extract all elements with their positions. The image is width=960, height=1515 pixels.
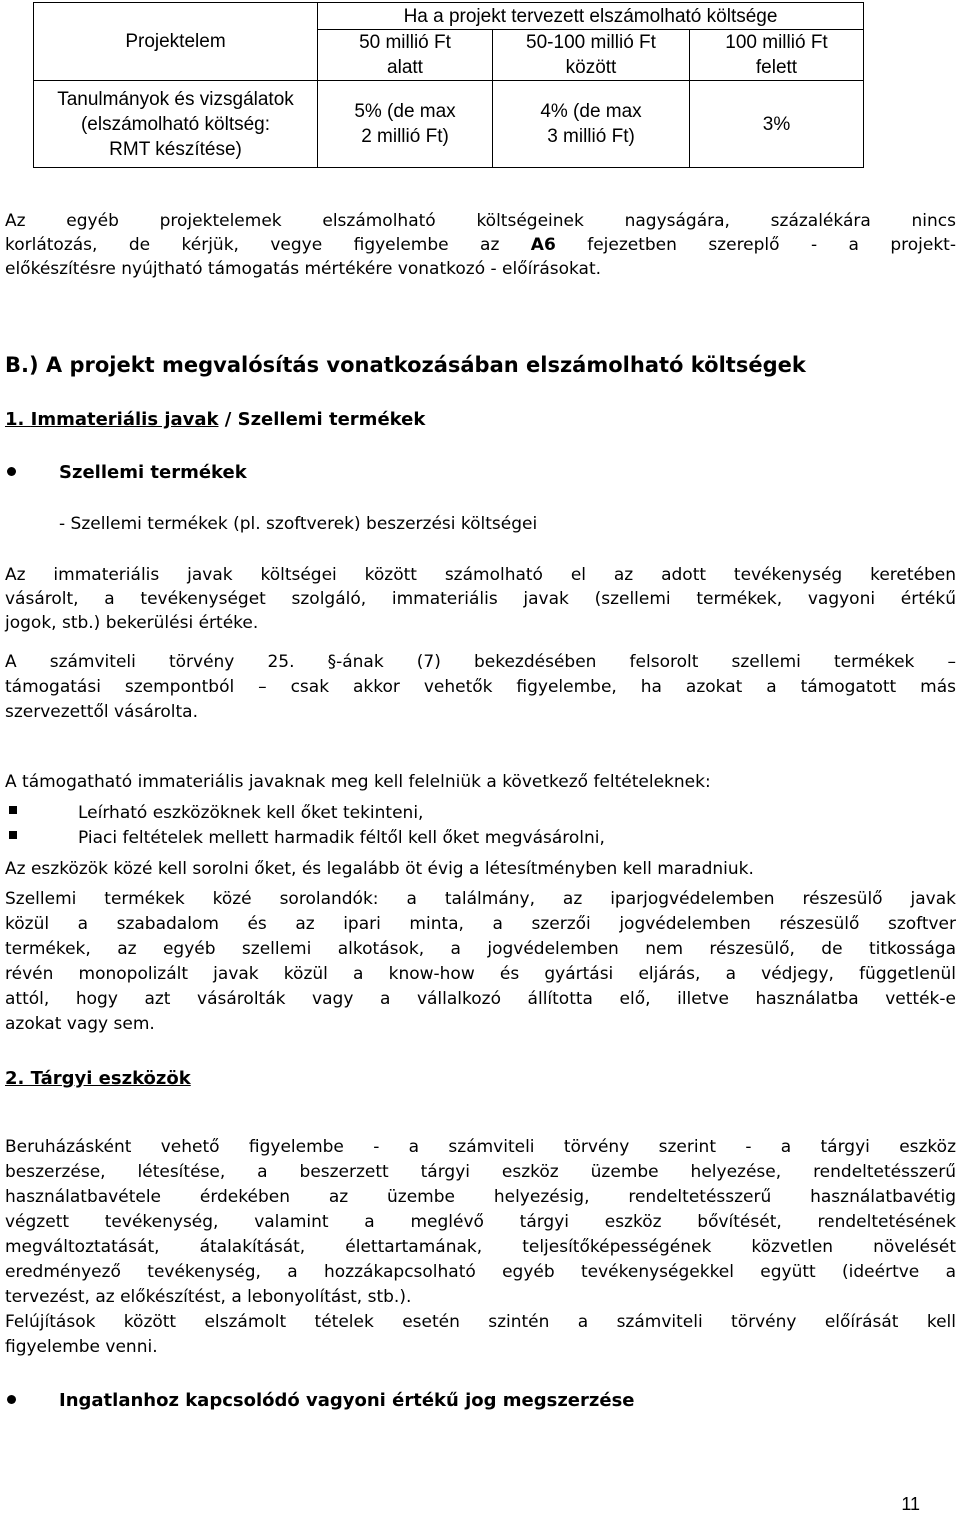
para2-line-1: A számviteli törvény 25. §-ának (7) bekezdésében felsorolt szellemi termékek – bbox=[5, 652, 956, 672]
para1-line-1: Az immateriális javak költségei között számolható el az adott tevékenység keretében bbox=[5, 565, 956, 585]
subheading-tangible-assets: 2. Tárgyi eszközök bbox=[5, 1068, 191, 1089]
dash-item-software: - Szellemi termékek (pl. szoftverek) beszerzési költségei bbox=[59, 514, 538, 534]
bullet-real-estate-rights: Ingatlanhoz kapcsolódó vagyoni értékű jog megszerzése bbox=[59, 1390, 635, 1411]
table-col-over-100: 100 millió Ft felett bbox=[690, 30, 864, 81]
cost-limit-table bbox=[33, 2, 864, 168]
para2-line-2: támogatási szempontból – csak akkor vehetők figyelembe, ha azokat a támogatott más bbox=[5, 677, 956, 697]
intro-line-2: korlátozás, de kérjük, vegye figyelembe az A6 fejezetben szereplő - a projekt- bbox=[5, 235, 956, 255]
para5-line-3: termékek, az egyéb szellemi alkotások, a jogvédelemben nem részesülő, de titkossága bbox=[5, 939, 956, 959]
table-col-under-50: 50 millió Ft alatt bbox=[318, 30, 493, 81]
para7-line-1: Felújítások között elszámolt tételek esetén szintén a számviteli törvény előírását kell bbox=[5, 1312, 956, 1332]
para6-line-7: tervezést, az előkészítést, a lebonyolítást, stb.). bbox=[5, 1287, 412, 1307]
para6-line-6: eredményező tevékenység, a hozzákapcsolható egyéb tevékenységekkel együtt (ideértve a bbox=[5, 1262, 956, 1282]
bullet-szellemi-termekek: Szellemi termékek bbox=[59, 462, 247, 483]
bullet-dot-icon bbox=[7, 467, 16, 476]
para5-line-1: Szellemi termékek közé sorolandók: a találmány, az iparjogvédelemben részesülő javak bbox=[5, 889, 956, 909]
table-col-50-100: 50-100 millió Ft között bbox=[493, 30, 690, 81]
para6-line-5: megváltoztatását, átalakítását, élettartamának, teljesítőképességének közvetlen növelését bbox=[5, 1237, 956, 1257]
condition-item-2: Piaci feltételek mellett harmadik féltől kell őket megvásárolni, bbox=[78, 828, 605, 848]
table-row-label: Tanulmányok és vizsgálatok (elszámolható költség: RMT készítése) bbox=[34, 81, 318, 168]
para2-line-3: szervezettől vásárolta. bbox=[5, 702, 198, 722]
section-b-heading: B.) A projekt megvalósítás vonatkozásában elszámolható költségek bbox=[5, 353, 806, 377]
para6-line-2: beszerzése, létesítése, a beszerzett tárgyi eszköz üzembe helyezése, rendeltetésszerű bbox=[5, 1162, 956, 1182]
para6-line-3: használatbavétele érdekében az üzembe helyezésig, rendeltetésszerű használatbavétig bbox=[5, 1187, 956, 1207]
para1-line-3: jogok, stb.) bekerülési értéke. bbox=[5, 613, 259, 633]
table-cell-4pct: 4% (de max 3 millió Ft) bbox=[493, 81, 690, 168]
condition-item-1: Leírható eszközöknek kell őket tekinteni, bbox=[78, 803, 424, 823]
para4: Az eszközök közé kell sorolni őket, és legalább öt évig a létesítményben kell maradniuk. bbox=[5, 859, 754, 879]
para1-line-2: vásárolt, a tevékenységet szolgáló, immateriális javak (szellemi termékek, vagyoni értékű bbox=[5, 589, 956, 609]
subheading-immaterial: 1. Immateriális javak / Szellemi termékek bbox=[5, 409, 426, 430]
table-header-projektelem: Projektelem bbox=[34, 3, 318, 81]
table-cell-3pct: 3% bbox=[690, 81, 864, 168]
para5-line-2: közül a szabadalom és az ipari minta, a szerzői jogvédelemben részesülő szoftver bbox=[5, 914, 956, 934]
intro-line-3: előkészítésre nyújtható támogatás mértékére vonatkozó - előírásokat. bbox=[5, 259, 602, 279]
para6-line-1: Beruházásként vehető figyelembe - a számviteli törvény szerint - a tárgyi eszköz bbox=[5, 1137, 956, 1157]
para7-line-2: figyelembe venni. bbox=[5, 1337, 158, 1357]
para5-line-4: révén monopolizált javak közül a know-how és gyártási eljárás, a védjegy, függetlenül bbox=[5, 964, 956, 984]
table-cell-5pct: 5% (de max 2 millió Ft) bbox=[318, 81, 493, 168]
para5-line-5: attól, hogy azt vásárolták vagy a vállalkozó állította elő, illetve használatba vették-e bbox=[5, 989, 956, 1009]
para6-line-4: végzett tevékenység, valamint a meglévő tárgyi eszköz bővítését, rendeltetésének bbox=[5, 1212, 956, 1232]
square-bullet-icon bbox=[9, 806, 17, 814]
table-header-cost-range: Ha a projekt tervezett elszámolható költsége bbox=[318, 3, 864, 30]
intro-line-1: Az egyéb projektelemek elszámolható költségeinek nagyságára, százalékára nincs bbox=[5, 211, 956, 231]
page-number: 11 bbox=[901, 1494, 920, 1514]
square-bullet-icon bbox=[9, 831, 17, 839]
para5-line-6: azokat vagy sem. bbox=[5, 1014, 155, 1034]
bullet-dot-icon bbox=[7, 1395, 16, 1404]
para3-conditions: A támogatható immateriális javaknak meg kell felelniük a következő feltételeknek: bbox=[5, 772, 711, 792]
